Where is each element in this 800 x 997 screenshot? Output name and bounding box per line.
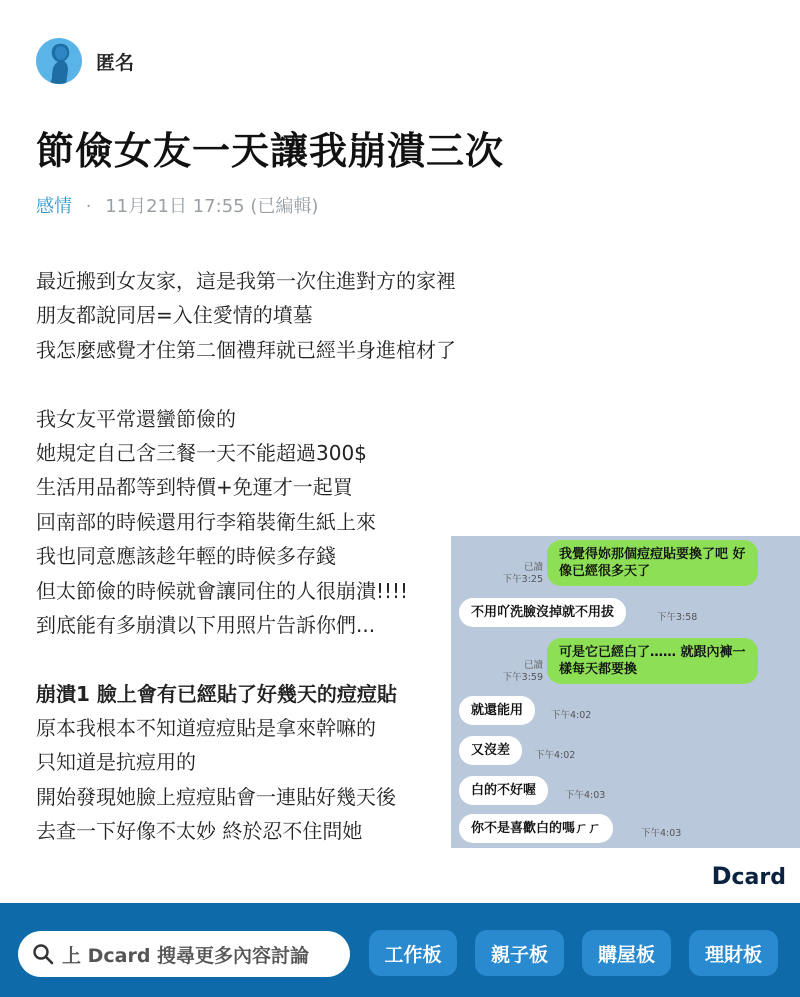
anonymous-avatar-icon <box>36 38 82 84</box>
body-line: 開始發現她臉上痘痘貼會一連貼好幾天後 <box>36 784 396 809</box>
body-line: 生活用品都等到特價+免運才一起買 <box>36 475 353 500</box>
body-line: 她規定自己含三餐一天不能超過300$ <box>36 440 367 465</box>
dcard-logo <box>712 862 786 890</box>
body-line: 我女友平常還蠻節儉的 <box>36 406 236 431</box>
body-line: 去查一下好像不太妙 終於忍不住問她 <box>36 819 363 844</box>
bubble-line: 就還能用 <box>471 703 524 718</box>
body-line: 但太節儉的時候就會讓同住的人很崩潰!!!! <box>36 578 409 603</box>
section-heading: 崩潰1 臉上會有已經貼了好幾天的痘痘貼 <box>36 681 397 706</box>
body-line: 回南部的時候還用行李箱裝衛生紙上來 <box>36 509 376 534</box>
chat-bubble-outgoing <box>547 638 758 684</box>
meta-separator: · <box>85 196 92 217</box>
message-time: 下午3:59 <box>502 672 543 683</box>
read-receipt: 已讀 <box>523 660 543 671</box>
bubble-line: 像已經很多天了 <box>559 564 651 579</box>
chat-message-meta <box>491 660 543 684</box>
post-body <box>36 264 456 849</box>
bubble-line: 樣每天都要換 <box>559 662 638 677</box>
post-title: 節儉女友一天讓我崩潰三次 <box>36 129 505 173</box>
chat-bubble-incoming <box>459 776 548 805</box>
chat-bubble-incoming <box>459 598 626 627</box>
message-time: 下午3:58 <box>657 612 698 623</box>
tag-button[interactable]: 購屋板 <box>582 930 671 976</box>
logo-letter: D <box>711 862 732 890</box>
body-line: 我怎麼感覺才住第二個禮拜就已經半身進棺材了 <box>36 337 456 362</box>
chat-screenshot <box>451 536 800 848</box>
bubble-line: 你不是喜歡白的嗎ㄏㄏ <box>471 821 602 836</box>
message-time: 下午4:02 <box>535 750 576 761</box>
message-time: 下午4:03 <box>641 828 682 839</box>
read-receipt: 已讀 <box>523 562 543 573</box>
post-author[interactable] <box>36 38 134 84</box>
bubble-line: 不用吖洗臉沒掉就不用拔 <box>471 605 615 620</box>
chat-message-meta <box>491 562 543 586</box>
bubble-line: 又沒差 <box>471 743 511 758</box>
chat-bubble-incoming <box>459 736 522 765</box>
search-bar[interactable] <box>18 931 350 977</box>
post-timestamp: 11月21日 17:55 (已編輯) <box>105 196 319 217</box>
bubble-line: 我覺得妳那個痘痘貼要換了吧 好 <box>559 547 746 562</box>
chat-bubble-outgoing <box>547 540 758 586</box>
post-meta <box>36 192 318 218</box>
message-time: 下午4:02 <box>551 710 592 721</box>
body-line: 原本我根本不知道痘痘貼是拿來幹嘛的 <box>36 716 376 741</box>
author-name: 匿名 <box>96 51 135 74</box>
bubble-line: 白的不好喔 <box>471 783 537 798</box>
blank-line <box>36 642 446 676</box>
search-prompt: 上 Dcard 搜尋更多內容討論 <box>62 944 310 967</box>
blank-line <box>36 367 446 401</box>
tag-button[interactable]: 理財板 <box>689 930 778 976</box>
body-line: 朋友都說同居=入住愛情的墳墓 <box>36 303 313 328</box>
board-link[interactable]: 感情 <box>36 196 72 217</box>
body-line: 到底能有多崩潰以下用照片告訴你們... <box>36 612 376 637</box>
body-line: 我也同意應該趁年輕的時候多存錢 <box>36 544 336 569</box>
tag-button[interactable]: 工作板 <box>369 930 457 976</box>
tag-button[interactable]: 親子板 <box>475 930 564 976</box>
bubble-line: 可是它已經白了…… 就跟內褲一 <box>559 645 746 660</box>
body-line: 只知道是抗痘用的 <box>36 750 196 775</box>
search-icon <box>32 943 54 965</box>
logo-text: card <box>731 865 786 890</box>
chat-bubble-incoming <box>459 696 535 725</box>
bottom-bar <box>0 903 800 997</box>
body-line: 最近搬到女友家，這是我第一次住進對方的家裡 <box>36 269 456 293</box>
message-time: 下午3:25 <box>502 574 543 585</box>
chat-bubble-incoming <box>459 814 613 843</box>
message-time: 下午4:03 <box>565 790 606 801</box>
